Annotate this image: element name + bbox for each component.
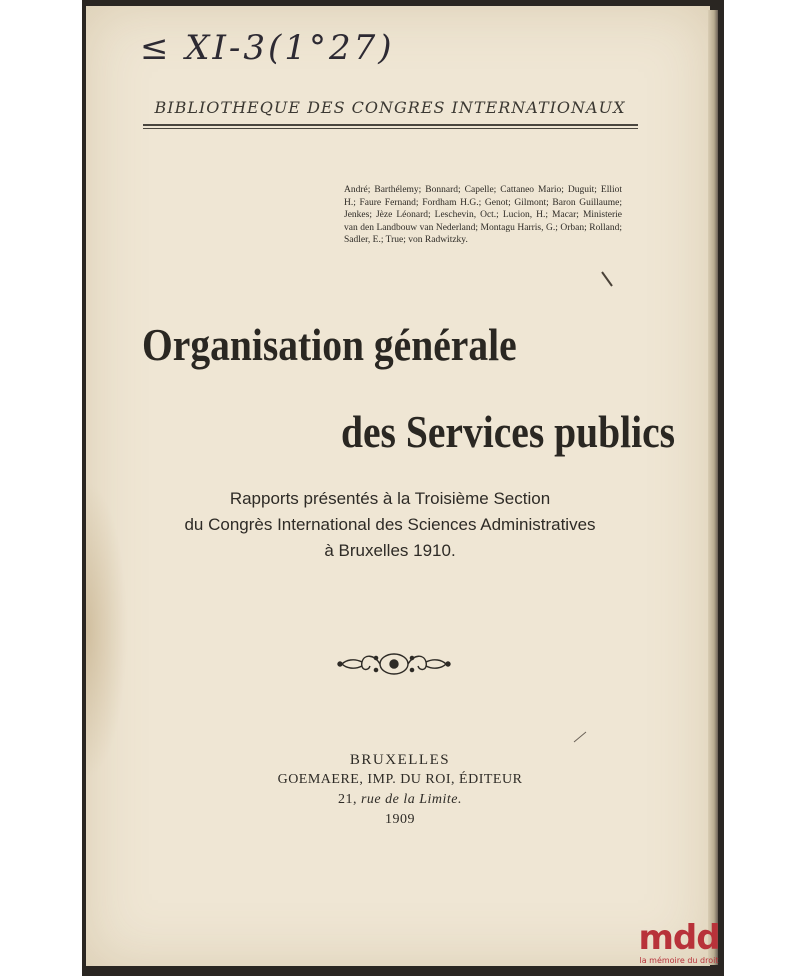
authors-list: André; Barthélemy; Bonnard; Capelle; Cattaneo Mario; Duguit; Elliot H.; Faure Fernand; Fordham H.G.; Genot; Gilmont; Baron Guillaume; Jenkes; Jèze Léonard; Leschevin, Oct.; Lucion, H.; Macar; Ministerie van den Landbouw van Nederland; Montagu Harris, G.; Orban; Rolland; Sadler, E.; True; von Radwitzky. <box>344 185 622 245</box>
subtitle-line-1: Rapports présentés à la Troisième Section <box>229 489 551 508</box>
subtitle <box>130 486 650 564</box>
series-rule-thin <box>143 128 638 129</box>
paper-stain <box>86 480 128 780</box>
imprint-year: 1909 <box>385 812 415 827</box>
page-edge <box>708 10 718 965</box>
main-title-line-2: des Services publics <box>341 406 676 457</box>
handwritten-shelf-mark: ≤ XI-3(1°27) <box>140 28 395 68</box>
logo-tagline: la mémoire du droit <box>639 956 719 965</box>
imprint-street-name: rue de la Limite. <box>360 792 463 807</box>
imprint-address <box>230 790 570 810</box>
pencil-mark <box>572 730 588 744</box>
imprint-street-number: 21, <box>337 792 357 807</box>
main-title-line-1: Organisation générale <box>142 319 517 370</box>
imprint <box>230 750 570 830</box>
paper-mark <box>600 270 614 288</box>
subtitle-line-3: à Bruxelles 1910. <box>324 541 456 560</box>
decorative-ornament <box>336 650 452 678</box>
imprint-city: BRUXELLES <box>349 752 451 768</box>
series-rule-thick <box>143 124 638 126</box>
series-title: BIBLIOTHEQUE DES CONGRES INTERNATIONAUX <box>154 98 626 117</box>
logo-mark: mdd <box>638 918 720 958</box>
subtitle-line-2: du Congrès International des Sciences Administratives <box>184 515 596 534</box>
imprint-publisher: GOEMAERE, IMP. DU ROI, ÉDITEUR <box>277 772 523 787</box>
mdd-logo <box>636 920 722 976</box>
